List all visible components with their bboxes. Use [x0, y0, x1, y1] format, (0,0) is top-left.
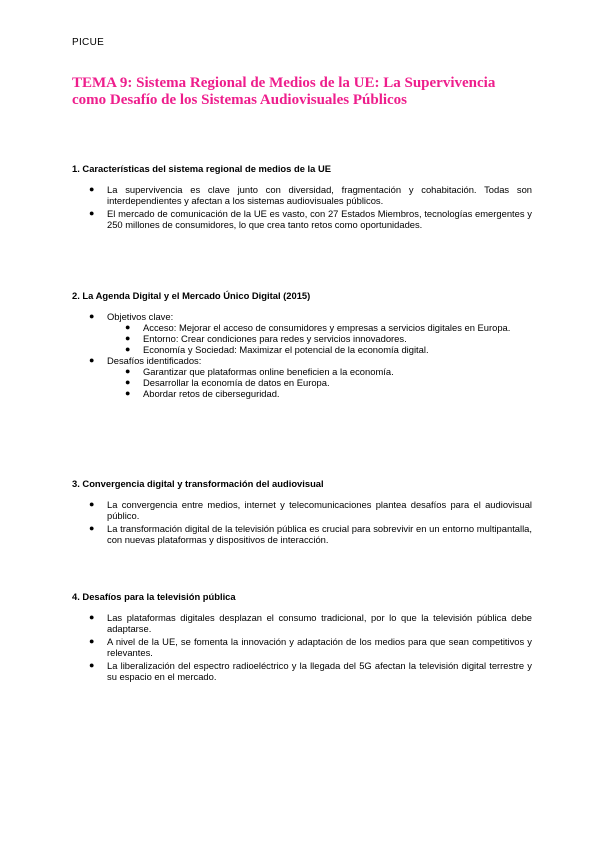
sub-bullet-list	[107, 366, 532, 399]
bullet-icon: ●	[125, 366, 131, 376]
document-title: TEMA 9: Sistema Regional de Medios de la UE: La Supervivencia como Desafío de los Sistemas Audiovisuales Públicos	[72, 75, 496, 108]
sub-list-item: ● Abordar retos de ciberseguridad.	[125, 388, 280, 399]
list-item: ● Objetivos clave: ● Acceso: Mejorar el acceso de consumidores y empresas a servicios digitales en Europa. ● Entorno: Crear condiciones para redes y servicios innovadores. ● Economía y Sociedad: Maximizar el potencial de la economía digital.	[72, 311, 532, 355]
bullet-icon: ●	[125, 377, 131, 387]
list-item: ● A nivel de la UE, se fomenta la innovación y adaptación de los medios para que sean competitivos y relevantes.	[89, 636, 532, 658]
bullet-icon: ●	[89, 612, 95, 622]
bullet-list	[72, 499, 532, 545]
bullet-icon: ●	[125, 333, 131, 343]
sub-list-item: ● Economía y Sociedad: Maximizar el potencial de la economía digital.	[125, 344, 429, 355]
bullet-list	[72, 612, 532, 682]
list-item: ● Desafíos identificados: ● Garantizar que plataformas online beneficien a la economía. ● Desarrollar la economía de datos en Europa. ● Abordar retos de ciberseguridad.	[72, 355, 532, 399]
bullet-icon: ●	[125, 388, 131, 398]
document-header-label: PICUE	[72, 37, 105, 48]
sub-list-item: ● Garantizar que plataformas online beneficien a la economía.	[125, 366, 394, 377]
section-heading: 4. Desafíos para la televisión pública	[72, 591, 236, 602]
list-item: ● La liberalización del espectro radioeléctrico y la llegada del 5G afectan la televisión digital terrestre y su espacio en el mercado.	[89, 660, 532, 682]
bullet-icon: ●	[89, 311, 95, 321]
list-item: ● La supervivencia es clave junto con diversidad, fragmentación y cohabitación. Todas son interdependientes y afectan a los sistemas audiovisuales públicos.	[89, 184, 532, 206]
section-heading: 2. La Agenda Digital y el Mercado Único Digital (2015)	[72, 290, 311, 301]
section-1	[72, 163, 532, 232]
bullet-icon: ●	[89, 355, 95, 365]
bullet-list	[72, 311, 532, 399]
sub-list-item: ● Acceso: Mejorar el acceso de consumidores y empresas a servicios digitales en Europa.	[125, 322, 511, 333]
list-item: ● La transformación digital de la televisión pública es crucial para sobrevivir en un entorno multipantalla, con nuevas plataformas y dispositivos de interacción.	[89, 523, 532, 545]
section-2	[72, 290, 532, 401]
bullet-icon: ●	[125, 322, 131, 332]
section-4	[72, 591, 532, 684]
bullet-icon: ●	[89, 636, 95, 646]
section-3	[72, 478, 532, 547]
bullet-icon: ●	[89, 208, 95, 218]
sub-bullet-list	[107, 322, 532, 355]
bullet-icon: ●	[89, 660, 95, 670]
list-item: ● El mercado de comunicación de la UE es vasto, con 27 Estados Miembros, tecnologías emergentes y 250 millones de consumidores, lo que crea tanto retos como oportunidades.	[89, 208, 532, 230]
section-heading: 1. Características del sistema regional de medios de la UE	[72, 163, 331, 174]
bullet-icon: ●	[89, 184, 95, 194]
bullet-list	[72, 184, 532, 230]
bullet-icon: ●	[125, 344, 131, 354]
section-heading: 3. Convergencia digital y transformación del audiovisual	[72, 478, 324, 489]
list-item: ● Las plataformas digitales desplazan el consumo tradicional, por lo que la televisión pública debe adaptarse.	[89, 612, 532, 634]
list-item: ● La convergencia entre medios, internet y telecomunicaciones plantea desafíos para el audiovisual público.	[89, 499, 532, 521]
bullet-icon: ●	[89, 523, 95, 533]
sub-list-item: ● Entorno: Crear condiciones para redes y servicios innovadores.	[125, 333, 407, 344]
sub-list-item: ● Desarrollar la economía de datos en Europa.	[125, 377, 330, 388]
bullet-icon: ●	[89, 499, 95, 509]
